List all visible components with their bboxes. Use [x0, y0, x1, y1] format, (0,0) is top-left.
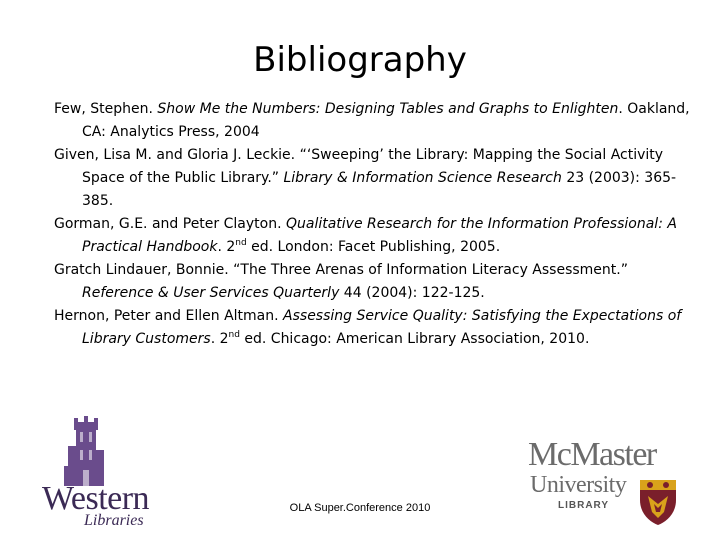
- reference-author: Hernon, Peter and Ellen Altman.: [54, 308, 284, 324]
- slide-footer: OLA Super.Conference 2010: [289, 502, 431, 514]
- reference-list: [54, 98, 694, 351]
- reference-author: Given, Lisa M. and Gloria J. Leckie. “‘Sweeping’ the Library: Mapping the Social Activity Space of the Public Library.”: [54, 147, 664, 186]
- reference-item: [54, 144, 694, 213]
- reference-work: Assessing Service Quality: Satisfying the Expectations of Library Customers: [82, 308, 682, 347]
- reference-work: Show Me the Numbers: Designing Tables and Graphs to Enlighten: [157, 101, 619, 117]
- reference-details: 23 (2003): 365-385.: [82, 170, 677, 209]
- mcmaster-library-logo: [528, 438, 688, 528]
- mcmaster-logo-name: McMaster: [528, 436, 656, 473]
- reference-work: Qualitative Research for the Information Professional: A Practical Handbook: [82, 216, 677, 255]
- reference-details: . 2: [210, 331, 229, 347]
- western-logo-subtitle: Libraries: [84, 512, 144, 529]
- reference-item: [54, 305, 694, 351]
- reference-details: . 2: [217, 239, 236, 255]
- reference-details: 44 (2004): 122-125.: [339, 285, 485, 301]
- reference-item: [54, 98, 694, 144]
- reference-item: [54, 259, 694, 305]
- western-libraries-logo: [34, 416, 164, 534]
- western-logo-name: Western: [42, 480, 150, 517]
- reference-author: Gratch Lindauer, Bonnie. “The Three Arenas of Information Literacy Assessment.”: [54, 262, 628, 278]
- mcmaster-logo-library: LIBRARY: [558, 500, 610, 511]
- reference-author: Few, Stephen.: [54, 101, 158, 117]
- reference-details: ed. Chicago: American Library Association, 2010.: [239, 331, 590, 347]
- ordinal-superscript: nd: [228, 330, 240, 340]
- reference-details: . Oakland, CA: Analytics Press, 2004: [82, 101, 690, 140]
- reference-details: ed. London: Facet Publishing, 2005.: [246, 239, 501, 255]
- ordinal-superscript: nd: [235, 238, 247, 248]
- reference-author: Gorman, G.E. and Peter Clayton.: [54, 216, 286, 232]
- reference-work: Library & Information Science Research: [283, 170, 562, 186]
- western-tower-icon: [64, 416, 108, 486]
- reference-work: Reference & User Services Quarterly: [82, 285, 340, 301]
- mcmaster-logo-university: University: [530, 472, 627, 498]
- slide-title: Bibliography: [253, 40, 467, 80]
- mcmaster-crest-icon: [638, 478, 678, 526]
- reference-item: [54, 213, 694, 259]
